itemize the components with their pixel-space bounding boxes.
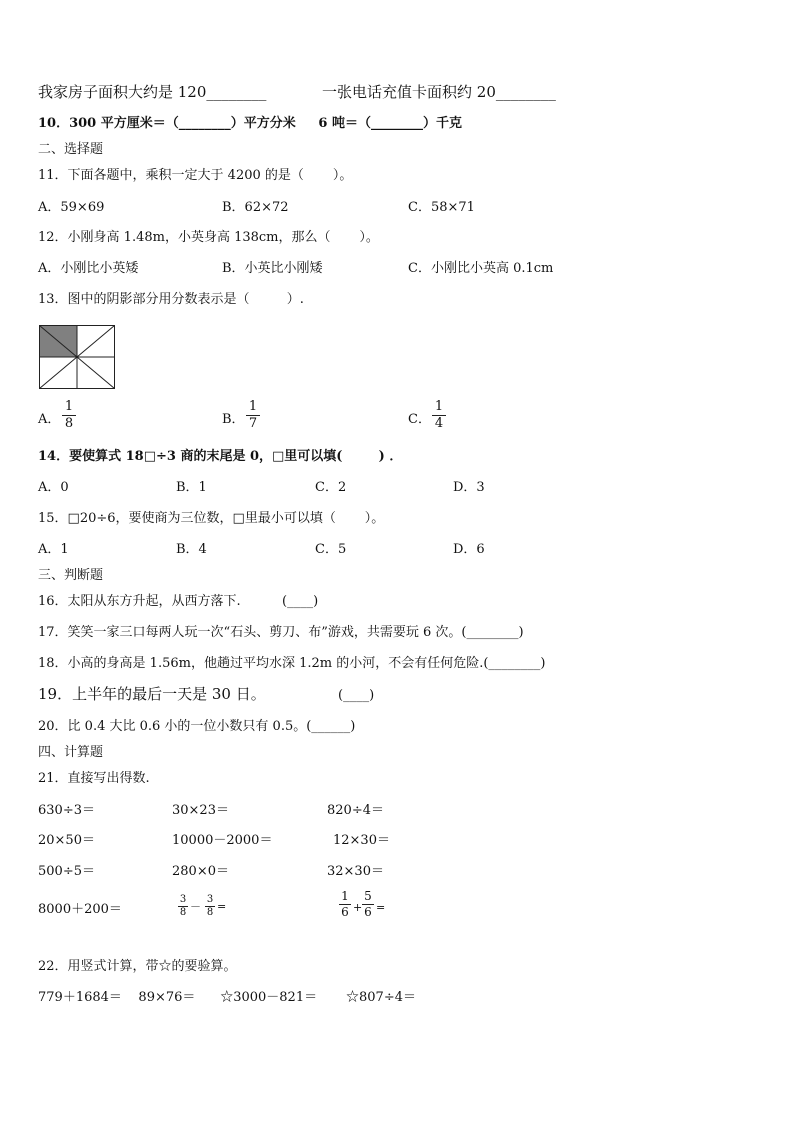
calc-item: 820÷4＝ — [327, 803, 384, 818]
q22-expressions: 779＋1684＝ 89×76＝ ☆3000－821＝ ☆807÷4＝ — [38, 990, 416, 1005]
question-22: 22．用竖式计算，带☆的要验算。 — [38, 959, 237, 974]
calc-fraction — [339, 890, 351, 919]
q15-option-a: A．1 — [38, 542, 69, 557]
numerator: 3 — [179, 894, 187, 905]
calc-item: 12×30＝ — [333, 833, 390, 848]
q13-fraction-a — [62, 400, 76, 431]
question-13: 13．图中的阴影部分用分数表示是（ ）. — [38, 292, 304, 307]
q14-option-a: A．0 — [38, 480, 69, 495]
numerator: 5 — [364, 889, 372, 903]
q13-fraction-b — [246, 400, 260, 431]
question-16: 16．太阳从东方升起，从西方落下. (____) — [38, 594, 319, 609]
denominator: 8 — [179, 907, 187, 918]
q13-option-b: B． — [222, 412, 245, 427]
calc-item: 30×23＝ — [172, 803, 229, 818]
q13-option-a: A． — [38, 412, 61, 427]
question-15: 15．□20÷6，要使商为三位数，□里最小可以填（ ）。 — [38, 511, 385, 526]
question-17: 17．笑笑一家三口每两人玩一次“石头、剪刀、布”游戏，共需要玩 6 次。(________) — [38, 625, 524, 640]
q14-option-c: C．2 — [315, 480, 347, 495]
q13-fraction-c — [432, 400, 446, 431]
q13-option-c: C． — [408, 412, 431, 427]
question-10: 10．300 平方厘米＝（________）平方分米 6 吨＝（________）千克 — [38, 116, 462, 131]
denominator: 8 — [206, 907, 214, 918]
q15-option-d: D．6 — [453, 542, 485, 557]
question-14: 14．要使算式 18□÷3 商的末尾是 0，□里可以填( ) ． — [38, 449, 403, 464]
section-judgment-heading: 三、判断题 — [38, 568, 104, 583]
fraction-figure — [39, 325, 115, 389]
q19-answer-blank: (____) — [338, 688, 375, 703]
denominator: 6 — [364, 905, 372, 919]
q12-option-b: B．小英比小刚矮 — [222, 261, 323, 276]
section-choice-heading: 二、选择题 — [38, 142, 104, 157]
q12-option-a: A．小刚比小英矮 — [38, 261, 139, 276]
calc-item: 32×30＝ — [327, 864, 384, 879]
figure-lines — [40, 326, 115, 389]
q11-option-a: A．59×69 — [38, 200, 105, 215]
question-21: 21．直接写出得数. — [38, 771, 150, 786]
calc-item: 20×50＝ — [38, 833, 95, 848]
question-18: 18．小高的身高是 1.56m，他趟过平均水深 1.2m 的小河，不会有任何危险.(________) — [38, 656, 546, 671]
denominator: 6 — [341, 905, 349, 919]
denominator: 8 — [64, 416, 74, 431]
calc-item: 500÷5＝ — [38, 864, 95, 879]
calc-item: 8000＋200＝ — [38, 902, 122, 917]
area-card-line: 一张电话充值卡面积约 20________ — [322, 83, 556, 101]
q12-option-c: C．小刚比小英高 0.1cm — [408, 261, 554, 276]
question-11: 11．下面各题中，乘积一定大于 4200 的是（ ）。 — [38, 168, 353, 183]
area-house-line: 我家房子面积大约是 120________ — [38, 83, 267, 101]
calc-fraction — [362, 890, 374, 919]
numerator: 1 — [248, 399, 258, 414]
plus-sign: + — [353, 901, 363, 914]
q15-option-b: B．4 — [176, 542, 207, 557]
numerator: 3 — [206, 894, 214, 905]
calc-fraction — [178, 895, 188, 918]
question-12: 12．小刚身高 1.48m，小英身高 138cm，那么（ ）。 — [38, 230, 379, 245]
numerator: 1 — [341, 889, 349, 903]
numerator: 1 — [434, 399, 444, 414]
calc-item: 280×0＝ — [172, 864, 229, 879]
q15-option-c: C．5 — [315, 542, 347, 557]
q11-option-c: C．58×71 — [408, 200, 475, 215]
calc-fraction — [205, 895, 215, 918]
question-20: 20．比 0.4 大比 0.6 小的一位小数只有 0.5。(______) — [38, 719, 356, 734]
section-calc-heading: 四、计算题 — [38, 745, 104, 760]
calc-item: 10000－2000＝ — [172, 833, 273, 848]
equals-sign: = — [217, 900, 227, 913]
calc-item: 630÷3＝ — [38, 803, 95, 818]
equals-sign: = — [376, 901, 386, 914]
denominator: 4 — [434, 416, 444, 431]
q14-option-d: D．3 — [453, 480, 485, 495]
q14-option-b: B．1 — [176, 480, 207, 495]
denominator: 7 — [248, 416, 258, 431]
numerator: 1 — [64, 399, 74, 414]
question-19: 19．上半年的最后一天是 30 日。 — [38, 685, 266, 703]
q11-option-b: B．62×72 — [222, 200, 289, 215]
minus-sign: － — [190, 900, 201, 913]
